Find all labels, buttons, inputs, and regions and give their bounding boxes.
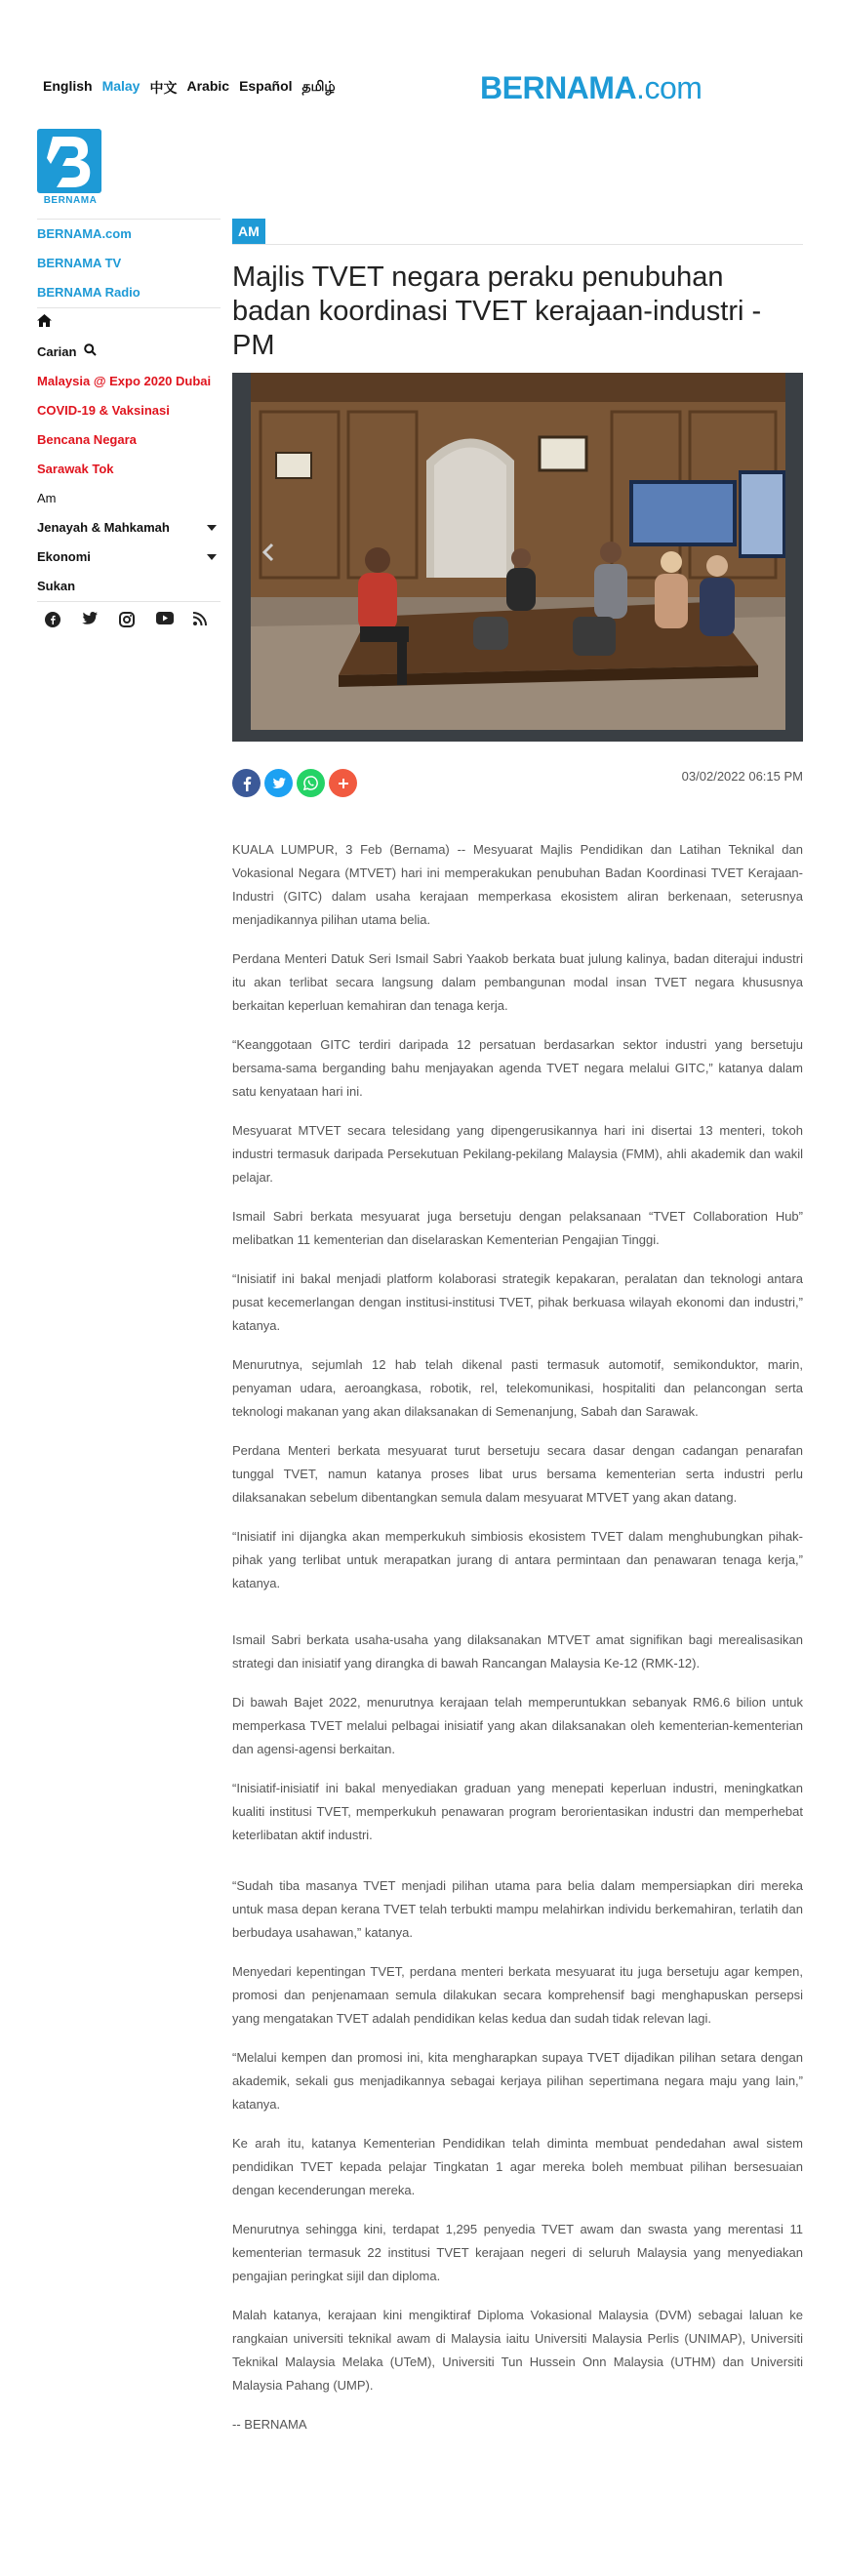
article-paragraph: “Sudah tiba masanya TVET menjadi pilihan utama para belia dalam mempersiapkan diri mereka untuk masa depan kerana TVET telah terbukti mampu melahirkan individu berkemahiran, terlatih dan berbudaya usahawan,” katanya. xyxy=(232,1878,803,1940)
article-paragraph: Mesyuarat MTVET secara telesidang yang dipengerusikannya hari ini disertai 13 menteri, tokoh industri termasuk daripada Persekutuan Pekilang-pekilang Malaysia (FMM), ahli akademik dan wakil pelajar. xyxy=(232,1123,803,1185)
article-paragraph: Menurutnya sehingga kini, terdapat 1,295 penyedia TVET awam dan swasta yang merentasi 11 kementerian termasuk 22 institusi TVET kerajaan negeri di seluruh Malaysia yang menyediakan pengajian peringkat sijil dan diploma. xyxy=(232,2222,803,2283)
article-body xyxy=(232,838,803,2436)
site-brand[interactable] xyxy=(480,70,702,106)
twitter-share-icon[interactable] xyxy=(264,769,293,797)
facebook-share-icon[interactable] xyxy=(232,769,261,797)
category-badge[interactable]: AM xyxy=(232,219,265,244)
home-link[interactable] xyxy=(37,308,221,338)
article-paragraph: “Inisiatif-inisiatif ini bakal menyediakan graduan yang menepati keperluan industri, meningkatkan kualiti institusi TVET, memperkukuh penawaran program berorientasikan industri dan memperhebat keterlibatan aktif industri. xyxy=(232,1781,803,1842)
search-link[interactable] xyxy=(37,338,221,367)
more-share-icon[interactable] xyxy=(329,769,357,797)
sidebar-link-bencana[interactable]: Bencana Negara xyxy=(37,432,137,447)
sidebar-link-bernama-com[interactable]: BERNAMA.com xyxy=(37,226,132,241)
share-buttons xyxy=(232,769,357,797)
article-paragraph: Menyedari kepentingan TVET, perdana menteri berkata mesyuarat itu juga bersetuju agar kempen, promosi dan penjenamaan semula dilakukan secara komprehensif bagi menghapuskan persepsi yang mengatakan TVET adalah pendidikan kelas kedua dan sudah tidak relevan lagi. xyxy=(232,1964,803,2026)
youtube-icon[interactable] xyxy=(156,612,172,627)
lang-chinese[interactable]: 中文 xyxy=(149,80,178,96)
instagram-icon[interactable] xyxy=(119,612,135,627)
article-paragraph: Di bawah Bajet 2022, menurutnya kerajaan telah memperuntukkan sebanyak RM6.6 bilion untuk memperkasa TVET melalui pelbagai inisiatif yang akan dilaksanakan oleh kementerian-kementerian dan agensi-agensi berkaitan. xyxy=(232,1695,803,1756)
sidebar-section-label: Jenayah & Mahkamah xyxy=(37,520,170,535)
home-icon xyxy=(37,314,52,332)
article-paragraph: Perdana Menteri berkata mesyuarat turut bersetuju secara dasar dengan cadangan penarafan tunggal TVET, namun katanya proses libat urus bersama kementerian serta industri perlu dilaksanakan sebelum dibentangkan semula dalam mesyuarat MTVET yang akan datang. xyxy=(232,1443,803,1505)
lang-malay[interactable]: Malay xyxy=(101,78,140,94)
sidebar-link-sarawak-tok[interactable]: Sarawak Tok xyxy=(37,462,114,476)
article-paragraph: Menurutnya, sejumlah 12 hab telah dikenal pasti termasuk automotif, semikonduktor, marin, penyaman udara, aeroangkasa, robotik, rel, telekomunikasi, hospitaliti dan pelancongan serta teknologi makanan yang akan dilaksanakan di Semenanjung, Sabah dan Sarawak. xyxy=(232,1357,803,1419)
sidebar-link-bernama-tv[interactable]: BERNAMA TV xyxy=(37,256,122,270)
share-row xyxy=(232,769,803,797)
sidebar-section-am[interactable]: Am xyxy=(37,491,57,505)
lang-arabic[interactable]: Arabic xyxy=(186,78,230,94)
facebook-icon[interactable] xyxy=(45,612,60,627)
lang-spanish[interactable]: Español xyxy=(239,78,293,94)
category-bar xyxy=(232,219,803,245)
article-paragraph: “Keanggotaan GITC terdiri daripada 12 persatuan berdasarkan sektor industri yang bersetuju bersama-sama berganding bahu menjayakan agenda TVET negara melalui GITC,” katanya dalam satu kenyataan hari ini. xyxy=(232,1037,803,1099)
article-paragraph: Ismail Sabri berkata mesyuarat juga bersetuju dengan pelaksanaan “TVET Collaboration Hub” melibatkan 11 kementerian dan diselaraskan Kementerian Pengajian Tinggi. xyxy=(232,1209,803,1247)
article-paragraph: Perdana Menteri Datuk Seri Ismail Sabri Yaakob berkata buat julung kalinya, badan diterajui industri itu akan terlibat secara langsung dalam pembangunan modal insan TVET negara khususnya berkaitan keperluan kemahiran dan tenaga kerja. xyxy=(232,951,803,1013)
brand-suffix: .com xyxy=(636,70,702,105)
lang-tamil[interactable]: தமிழ் xyxy=(301,78,336,94)
search-label: Carian xyxy=(37,344,77,359)
sidebar-link-bernama-radio[interactable]: BERNAMA Radio xyxy=(37,285,140,300)
article-photo xyxy=(251,373,785,730)
bernama-logo[interactable] xyxy=(37,129,103,209)
publish-datetime: 03/02/2022 06:15 PM xyxy=(681,769,803,784)
social-links xyxy=(37,602,221,627)
brand-name: BERNAMA xyxy=(480,70,637,105)
sidebar-section-ekonomi[interactable] xyxy=(37,543,221,572)
chevron-down-icon xyxy=(207,554,217,560)
article-paragraph: KUALA LUMPUR, 3 Feb (Bernama) -- Mesyuarat Majlis Pendidikan dan Latihan Teknikal dan Vokasional Negara (MTVET) hari ini memperakukan penubuhan Badan Koordinasi TVET Kerajaan-Industri (GITC) dalam usaha kerajaan memperkasa ekosistem aliran berkenaan, seterusnya menjadikannya pilihan utama belia. xyxy=(232,842,803,927)
article-paragraph: Ke arah itu, katanya Kementerian Pendidikan telah diminta membuat pendedahan awal sistem pendidikan TVET kepada pelajar Tingkatan 1 agar mereka boleh membuat pilihan bersesuaian dengan kecenderungan mereka. xyxy=(232,2136,803,2197)
article-byline: -- BERNAMA xyxy=(232,2417,307,2432)
logo-b-icon xyxy=(37,129,101,193)
sidebar-link-expo-dubai[interactable]: Malaysia @ Expo 2020 Dubai xyxy=(37,374,212,388)
logo-text: BERNAMA xyxy=(43,195,98,206)
whatsapp-share-icon[interactable] xyxy=(297,769,325,797)
article-paragraph: “Inisiatif ini dijangka akan memperkukuh simbiosis ekosistem TVET dalam menghubungkan pihak-pihak yang terlibat untuk merapatkan jurang di antara permintaan dan penawaran tenaga kerja,” katanya. xyxy=(232,1529,803,1590)
article xyxy=(232,219,803,2452)
chevron-down-icon xyxy=(207,525,217,531)
sidebar-section-sukan[interactable]: Sukan xyxy=(37,579,76,593)
sidebar-section-label: Ekonomi xyxy=(37,549,91,564)
article-paragraph: Ismail Sabri berkata usaha-usaha yang dilaksanakan MTVET amat signifikan bagi merealisasikan strategi dan inisiatif yang dirangka di bawah Rancangan Malaysia Ke-12 (RMK-12). xyxy=(232,1632,803,1670)
article-paragraph: Malah katanya, kerajaan kini mengiktiraf Diploma Vokasional Malaysia (DVM) sebagai laluan ke rangkaian universiti teknikal awam di Malaysia iaitu Universiti Malaysia Perlis (UNIMAP), Universiti Teknikal Malaysia Melaka (UTeM), Universiti Tun Hussein Onn Malaysia (UTHM) dan Universiti Malaysia Pahang (UMP). xyxy=(232,2308,803,2393)
sidebar xyxy=(37,219,221,627)
article-title: Majlis TVET negara peraku penubuhan badan koordinasi TVET kerajaan-industri - PM xyxy=(232,262,762,361)
photo-carousel[interactable] xyxy=(232,373,803,742)
sidebar-link-covid[interactable]: COVID-19 & Vaksinasi xyxy=(37,403,170,418)
search-icon xyxy=(84,343,97,361)
article-paragraph: “Inisiatif ini bakal menjadi platform kolaborasi strategik kepakaran, peralatan dan teknologi antara pusat kecemerlangan dengan institusi-institusi TVET, pihak berkuasa wilayah ekonomi dan industri,” katanya. xyxy=(232,1271,803,1333)
lang-english[interactable]: English xyxy=(43,78,93,94)
rss-icon[interactable] xyxy=(193,612,209,627)
language-bar xyxy=(43,78,336,98)
article-paragraph: “Melalui kempen dan promosi ini, kita mengharapkan supaya TVET dijadikan pilihan setara dengan akademik, sekali gus menjadikannya sebagai kerjaya pilihan sepertimana negara maju yang lain,” katanya. xyxy=(232,2050,803,2112)
sidebar-section-jenayah[interactable] xyxy=(37,513,221,543)
twitter-icon[interactable] xyxy=(82,612,98,627)
